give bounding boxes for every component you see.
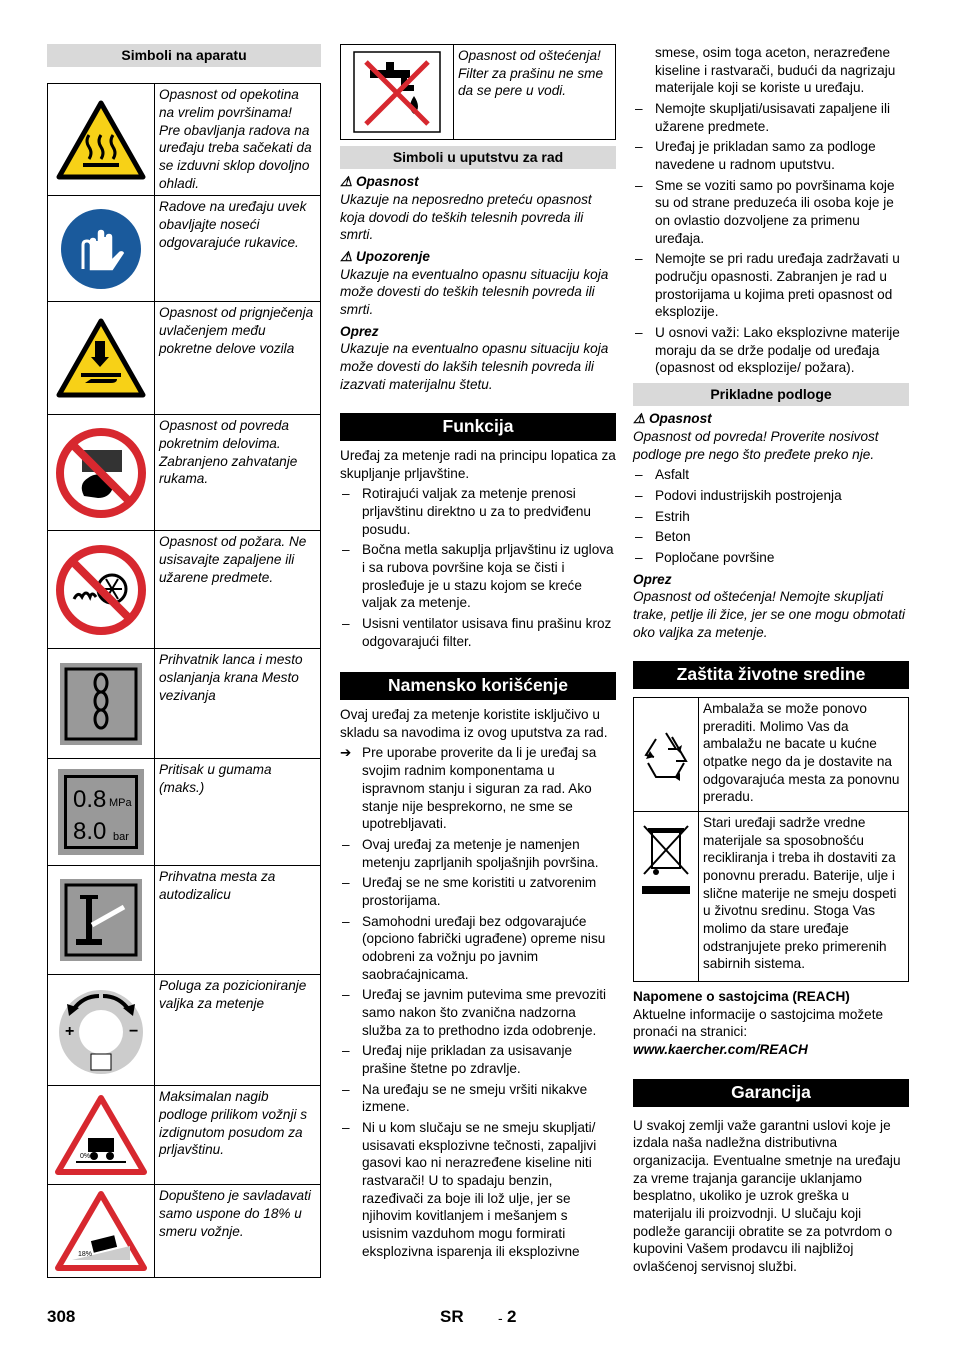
caution-text: Ukazuje na eventualno opasnu situaciju koja može dovesti do lakših telesnih povreda ili izazvati materijalnu štetu. <box>340 341 609 392</box>
list-item: – Uređaj je prikladan samo za podloge navedene u radnom uputstvu. <box>633 138 909 173</box>
list-item: ➔ Pre uporabe proverite da li je uređaj sa svojim radnim komponentama u ispravnom stanju i siguran za rad. Ako stanje nije besprekorno, ne sme se upotrebljavati. <box>340 744 616 832</box>
tire-pressure-icon <box>48 759 155 866</box>
symbol-text: Opasnost od prignječenja uvlačenjem među pokretne delove vozila <box>155 302 321 415</box>
caution-label: Oprez <box>340 323 379 339</box>
list-item: – Ni u kom slučaju se ne smeju skupljati/ usisavati eksplozivne tečnosti, zapaljivi gasovi kao ni nerazređene kiseline niti rastvarači! U to spadaju benzin, razeđivači za boje ili lož ulje, jer se njihovim kovitlanjem i mešanjem s usisnim vazduhom mogu formirati eksplozivna isparenja ili eksplozivne <box>340 1119 616 1260</box>
list-item: – Sme se voziti samo po površinama koje su od strane preduzeća ili osoba koje je on ovlastio dozvoljene za primenu uređaja. <box>633 177 909 248</box>
reach-link[interactable]: www.kaercher.com/REACH <box>633 1042 808 1058</box>
function-list <box>340 485 616 650</box>
symbol-text: Prihvatna mesta za autodizalicu <box>155 866 321 975</box>
footer-separator: - <box>498 1310 503 1326</box>
symbol-text: Radove na uređaju uvek obavljajte noseći odgovarajuće rukavice. <box>155 196 321 302</box>
jack-point-icon <box>48 866 155 975</box>
incline-percent: 0% <box>80 1153 91 1161</box>
list-item: – Bočna metla sakuplja prljavštinu iz uglova i sa rubova površine koja se čisti i prosleđuje je u stazu kojom se kreće valjak za metenje. <box>340 541 616 612</box>
environment-table <box>633 697 909 982</box>
symbol-text: Maksimalan nagib podloge prilikom vožnji s izdignutom posudom za prljavštinu. <box>155 1086 321 1185</box>
list-item: – Uređaj se javnim putevima sme prevoziti samo nakon što zvanična nadzorna služba za to prethodno izda odobrenje. <box>340 986 616 1039</box>
device-symbols-table <box>47 83 321 1278</box>
caution-text: Opasnost od oštećenja! Nemojte skupljati trake, petlje ili žice, jer se one mogu obmotati oko valjka za metenje. <box>633 589 906 640</box>
list-item: – Uređaj nije prikladan za usisavanje prašine štetne po zdravlje. <box>340 1042 616 1077</box>
use-list-continued <box>633 100 909 377</box>
env-text: Ambalaža se može ponovo preraditi. Molimo Vas da ambalažu ne bacate u kućne otpatke nego da je dostavite na odgovarajuća mesta za ponovnu preradu. <box>699 698 909 812</box>
gauge-bar-value: 8.0 <box>73 818 107 846</box>
section-number: 2 <box>507 1307 517 1326</box>
filter-text: Opasnost od oštećenja! Filter za prašinu ne sme da se pere u vodi. <box>454 45 616 140</box>
crossed-bin-icon <box>634 812 699 982</box>
column-2 <box>340 44 616 1263</box>
no-hand-reach-icon <box>48 415 155 531</box>
symbol-text: Prihvatnik lanca i mesto oslanjanja krana Mesto vezivanja <box>155 649 321 759</box>
language-code: SR <box>440 1307 464 1326</box>
column-1 <box>47 44 321 1278</box>
gauge-bar-unit: bar <box>113 831 129 844</box>
list-item: – U osnovi važi: Lako eksplozivne materije moraju da se drže podalje od uređaja (opasnost od eksplozije/ požara). <box>633 324 909 377</box>
hand-crush-warning-icon <box>48 302 155 415</box>
warranty-text: U svakoj zemlji važe garantni uslovi koje je izdala naša nadležna distributivna organizacija. Eventualne smetnje na uređaju za vreme trajanja garancije uklanjamo besplatno, ukoliko je uzrok greška u materijalu ili proizvodnji. U slučaju koji podleže garanciji obratite se za potvrdom o kupovini Vašem prodavcu ili najbližoj ovlašćenoj servisnoj službi. <box>633 1117 901 1274</box>
page-number: 308 <box>47 1307 76 1326</box>
warning-triangle-icon: ⚠ <box>340 174 353 190</box>
no-burning-objects-icon <box>48 531 155 649</box>
danger-label: Opasnost <box>355 174 419 190</box>
minus-label: − <box>129 1023 139 1041</box>
warranty-header: Garancija <box>633 1079 909 1107</box>
use-intro: Ovaj uređaj za metenje koristite isključivo u skladu sa navodima iz ovog uputstva za rad. <box>340 707 608 740</box>
list-item: – Nemojte skupljati/usisavati zapaljene ili užarene predmete. <box>633 100 909 135</box>
filter-symbol-table <box>340 44 616 140</box>
function-intro: Uređaj za metenje radi na principu lopatica za skupljanje prljavštine. <box>340 448 616 481</box>
plus-label: + <box>65 1023 75 1041</box>
warning-triangle-icon: ⚠ <box>633 411 646 427</box>
caution-label: Oprez <box>633 571 672 587</box>
max-incline-drive-icon <box>48 1185 155 1278</box>
list-item: – Usisni ventilator usisava finu prašinu kroz odgovarajući filter. <box>340 615 616 650</box>
hot-surface-warning-icon <box>48 84 155 196</box>
environment-header: Zaštita životne sredine <box>633 661 909 689</box>
list-item: – Uređaj se ne sme koristiti u zatvorenim prostorijama. <box>340 874 616 909</box>
reach-title: Napomene o sastojcima (REACH) <box>633 989 850 1005</box>
danger-text: Ukazuje na neposredno preteću opasnost koja dovodi do teških telesnih povreda ili smrti. <box>340 191 592 243</box>
symbol-text: Opasnost od povreda pokretnim delovima. Zabranjeno zahvatanje rukama. <box>155 415 321 531</box>
function-header: Funkcija <box>340 413 616 441</box>
gauge-mpa-unit: MPa <box>109 797 132 810</box>
list-item: – Rotirajući valjak za metenje prenosi prljavštinu direktno u za to predviđenu posudu. <box>340 485 616 538</box>
symbol-text: Poluga za pozicioniranje valjka za metenje <box>155 975 321 1086</box>
chain-lifting-point-icon <box>48 649 155 759</box>
danger-label: Opasnost <box>648 411 712 427</box>
warning-label: Upozorenje <box>355 248 430 264</box>
reach-text: Aktuelne informacije o sastojcima možete pronaći na stranici: <box>633 1006 884 1040</box>
list-item: – Samohodni uređaji bez odgovarajuće (opciono fabrički ugrađene) opreme nisu odobreni za vožnju po javnim saobraćajnicama. <box>340 913 616 984</box>
list-item: – Nemojte se pri radu uređaja zadržavati u području opasnosti. Zabranjen je rad u prostorijama u kojima preti opasnost od eksplozije. <box>633 250 909 321</box>
list-item: – Estrih <box>633 508 909 526</box>
roller-lever-icon <box>48 975 155 1086</box>
surfaces-list <box>633 466 909 566</box>
symbol-text: Dopušteno je savladavati samo uspone do 18% u smeru vožnje. <box>155 1185 321 1278</box>
list-item: – Beton <box>633 528 909 546</box>
list-item: – Na uređaju se ne smeju vršiti nikakve izmene. <box>340 1081 616 1116</box>
gauge-mpa-value: 0.8 <box>73 786 107 814</box>
symbols-device-header: Simboli na aparatu <box>47 44 321 67</box>
protective-gloves-icon <box>48 196 155 302</box>
danger-text: Opasnost od povreda! Proverite nosivost podloge pre nego što pređete preko nje. <box>633 428 879 462</box>
list-item: – Asfalt <box>633 466 909 484</box>
list-item: – Podovi industrijskih postrojenja <box>633 487 909 505</box>
env-text: Stari uređaji sadrže vredne materijale sa sposobnošću recikliranja i treba ih dostaviti za ponovnu preradu. Baterije, ulje i slične materije ne smeju dospeti u životnu sredinu. Stoga Vas molimo da stare uređaje odstranjujete preko primerenih sabirnih sistema. <box>699 812 909 982</box>
incline-percent: 18% <box>78 1251 93 1259</box>
symbol-text: Opasnost od požara. Ne usisavajte zapaljene ili užarene predmete. <box>155 531 321 649</box>
recycle-icon <box>634 698 699 812</box>
column-3 <box>633 44 909 1279</box>
warning-text: Ukazuje na eventualno opasnu situaciju koja može dovesti do teških telesnih povreda ili smrti. <box>340 266 609 317</box>
list-item: – Ovaj uređaj za metenje je namenjen metenju zaprljanih spoljašnjih površina. <box>340 836 616 871</box>
max-incline-dump-icon <box>48 1086 155 1185</box>
surfaces-header: Prikladne podloge <box>633 383 909 406</box>
no-wash-filter-icon <box>341 45 454 140</box>
warning-triangle-icon: ⚠ <box>340 248 353 264</box>
symbol-text: Pritisak u gumama (maks.) <box>155 759 321 866</box>
symbol-text: Opasnost od opekotina na vrelim površinama! Pre obavljanja radova na uređaju treba sačekati da se izduvni sklop dovoljno ohladi. <box>155 84 321 196</box>
use-list <box>340 744 616 1260</box>
intended-use-header: Namensko korišćenje <box>340 672 616 700</box>
continued-text: smese, osim toga aceton, nerazređene kiseline i rastvarači, budući da nagrizaju materijale koji se koriste u uređaju. <box>655 45 896 96</box>
symbols-manual-header: Simboli u uputstvu za rad <box>340 146 616 169</box>
list-item: – Popločane površine <box>633 549 909 567</box>
